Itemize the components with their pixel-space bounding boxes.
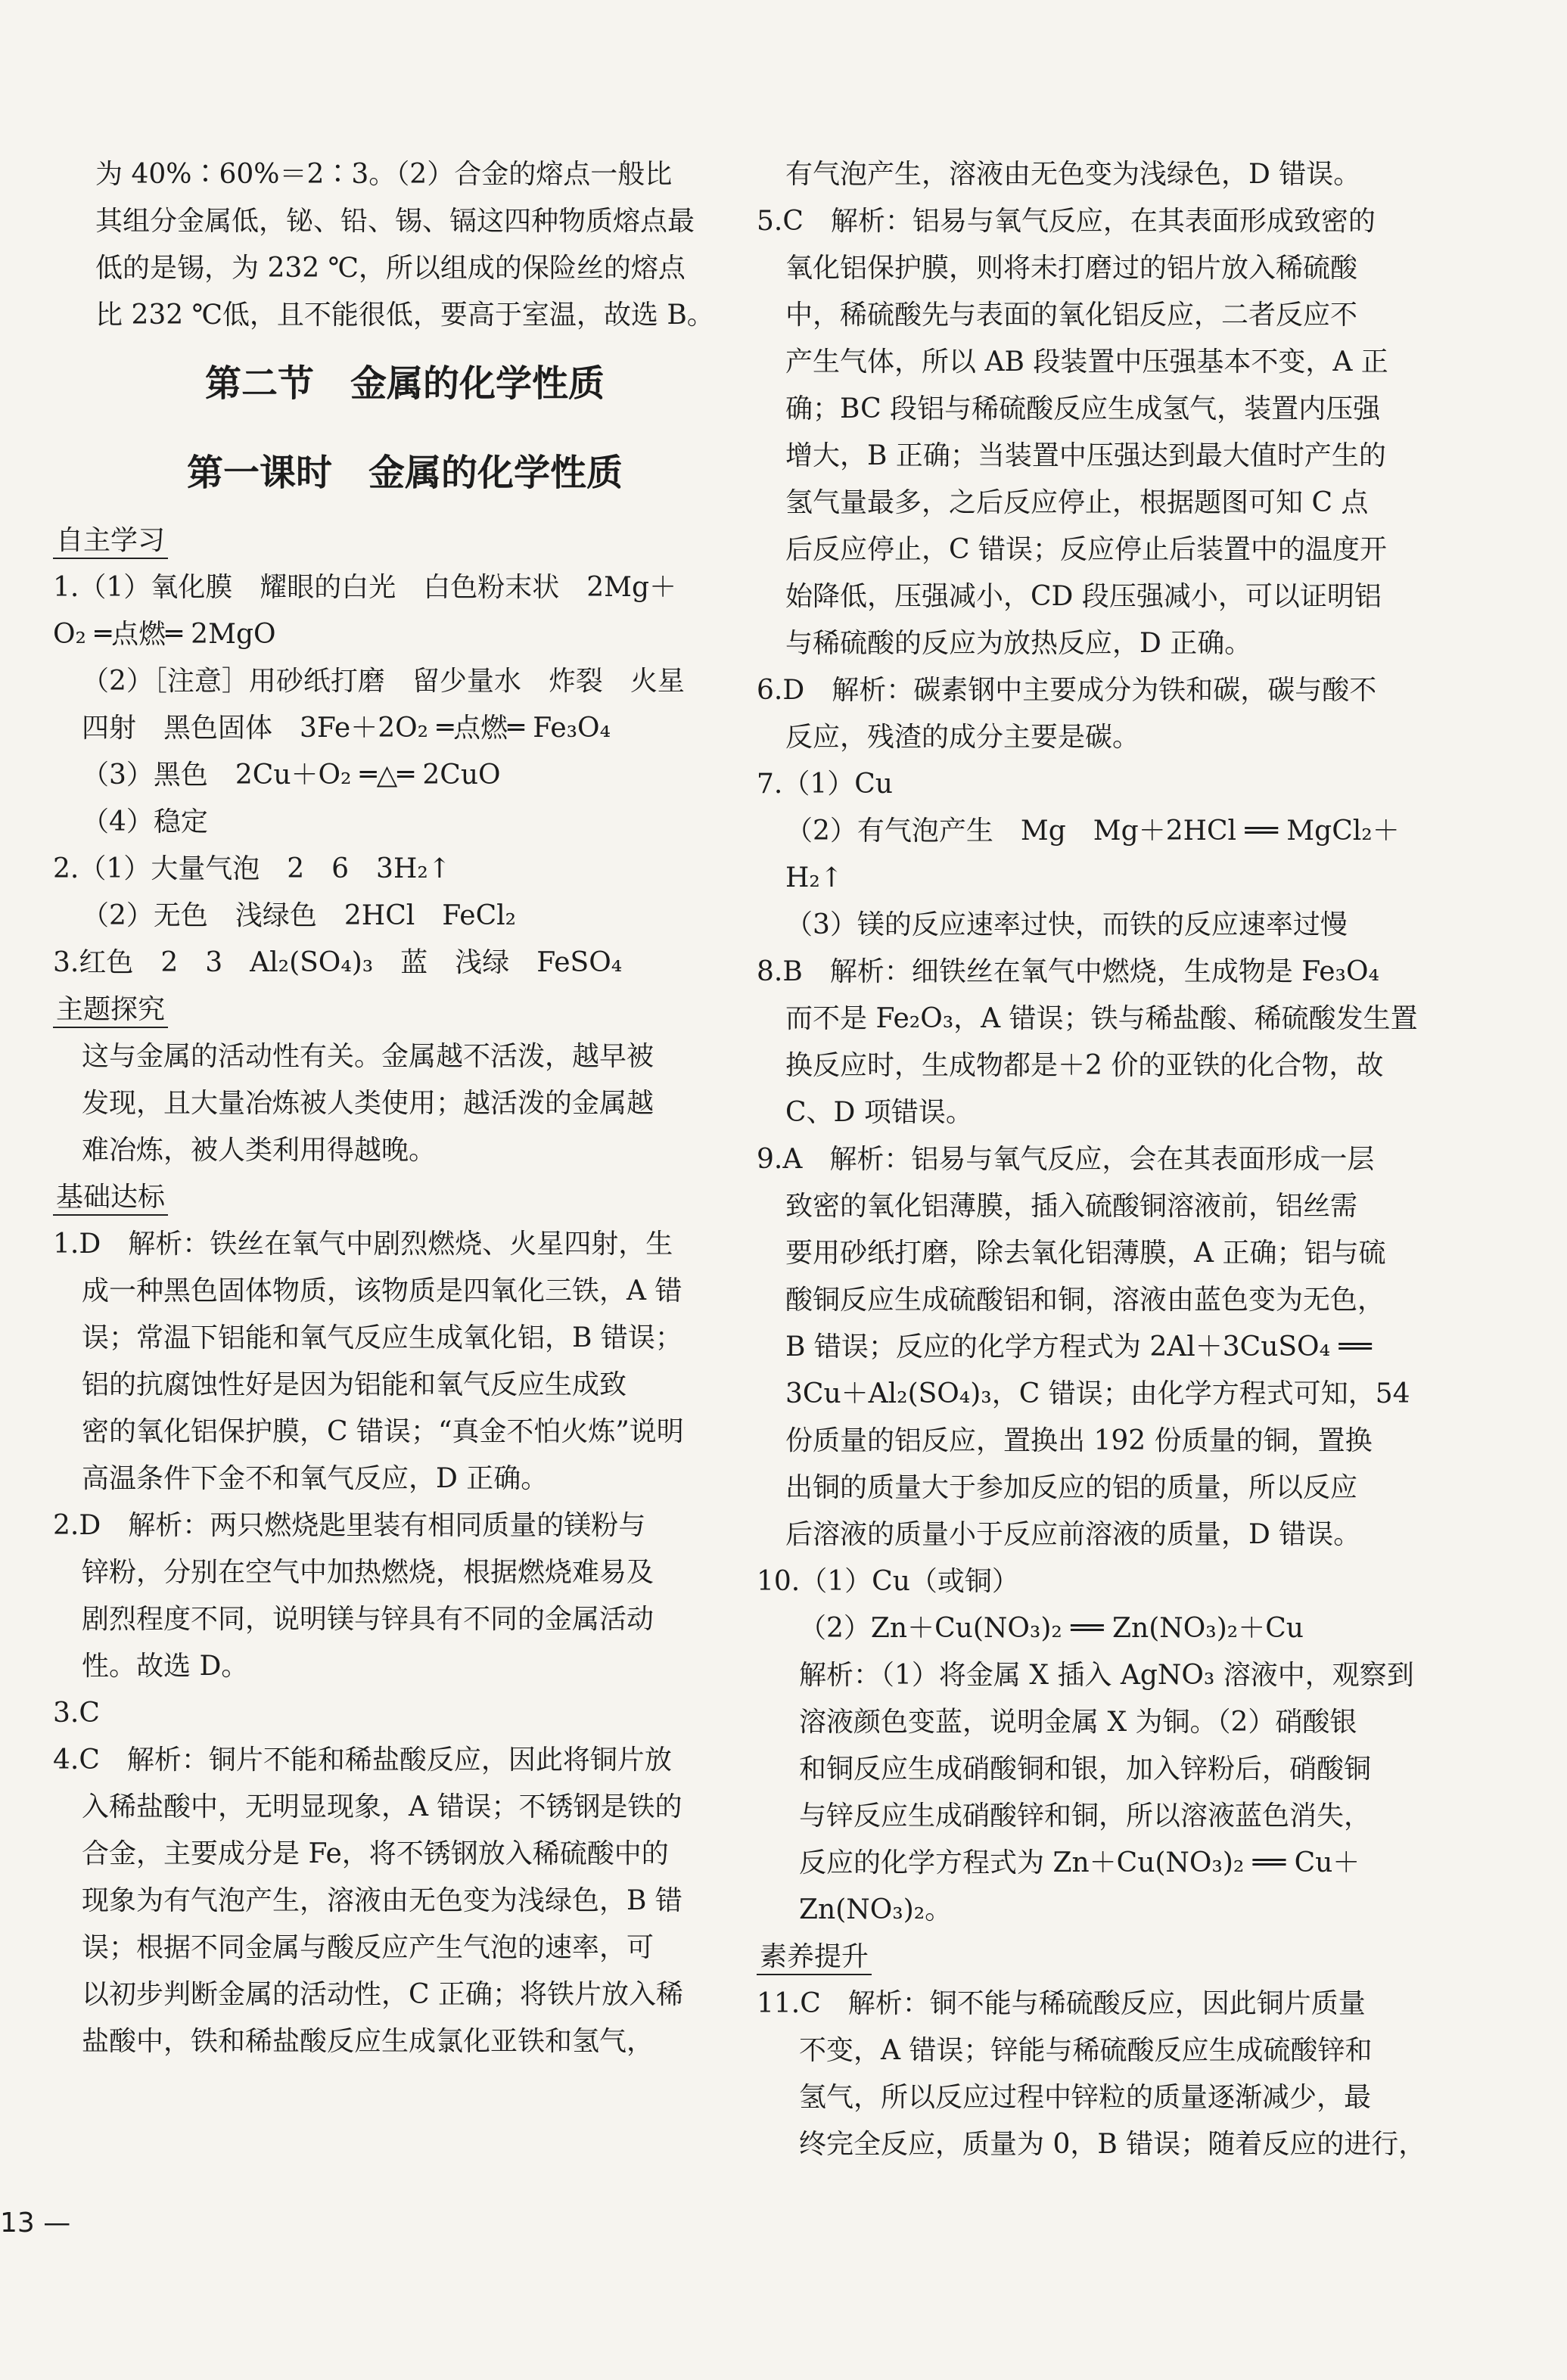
text-line: 比 232 ℃低，且不能很低，要高于室温，故选 B。 — [95, 300, 714, 331]
text-line: 要用砂纸打磨，除去氧化铝薄膜，A 正确；铝与硫 — [785, 1238, 1386, 1269]
text-line: 入稀盐酸中，无明显现象，A 错误；不锈钢是铁的 — [82, 1791, 682, 1822]
text-line: 11.C 解析：铜不能与稀硫酸反应，因此铜片质量 — [757, 1988, 1366, 2019]
text-line: 高温条件下金不和氧气反应，D 正确。 — [82, 1463, 549, 1494]
text-line: 与锌反应生成硝酸锌和铜，所以溶液蓝色消失， — [799, 1801, 1372, 1832]
text-line: 其组分金属低，铋、铅、锡、镉这四种物质熔点最 — [95, 206, 695, 237]
text-line: （2）有气泡产生 Mg Mg＋2HCl ══ MgCl₂＋ — [785, 816, 1400, 847]
text-line: 剧烈程度不同，说明镁与锌具有不同的金属活动 — [82, 1604, 654, 1635]
text-line: 溶液颜色变蓝，说明金属 X 为铜。（2）硝酸银 — [799, 1707, 1357, 1738]
text-line: 3.C — [53, 1698, 100, 1729]
text-line: 现象为有气泡产生，溶液由无色变为浅绿色，B 错 — [82, 1885, 682, 1916]
text-line: 解析：（1）将金属 X 插入 AgNO₃ 溶液中，观察到 — [799, 1660, 1414, 1691]
text-line: 反应，残渣的成分主要是碳。 — [785, 722, 1140, 753]
text-line: 6.D 解析：碳素钢中主要成分为铁和碳，碳与酸不 — [757, 675, 1377, 706]
text-line: 密的氧化铝保护膜，C 错误；“真金不怕火炼”说明 — [82, 1416, 684, 1447]
text-line: 中，稀硫酸先与表面的氧化铝反应，二者反应不 — [785, 300, 1358, 331]
text-line: 四射 黑色固体 3Fe＋2O₂ ═点燃═ Fe₃O₄ — [82, 713, 611, 744]
right-column — [757, 151, 1528, 2168]
text-line: 性。故选 D。 — [82, 1651, 249, 1682]
text-line: 为 40%∶60%＝2∶3。（2）合金的熔点一般比 — [95, 159, 673, 190]
text-line: 后溶液的质量小于反应前溶液的质量，D 错误。 — [785, 1519, 1361, 1550]
text-line: 增大，B 正确；当装置中压强达到最大值时产生的 — [785, 440, 1386, 471]
subsection-label — [757, 1934, 1528, 1981]
text-line: 难冶炼，被人类利用得越晚。 — [82, 1135, 437, 1166]
text-line: 误；常温下铝能和氧气反应生成氧化铝，B 错误； — [82, 1322, 682, 1353]
section-heading: 第一课时 金属的化学性质 — [186, 452, 623, 494]
text-line: 终完全反应，质量为 0，B 错误；随着反应的进行， — [799, 2129, 1426, 2160]
subsection-label-text: 素养提升 — [757, 1941, 872, 1975]
text-line: 10.（1）Cu（或铜） — [757, 1566, 1019, 1597]
text-line: 2.（1）大量气泡 2 6 3H₂↑ — [53, 853, 451, 884]
text-line: 3.红色 2 3 Al₂(SO₄)₃ 蓝 浅绿 FeSO₄ — [53, 947, 623, 978]
text-line: 与稀硫酸的反应为放热反应，D 正确。 — [785, 628, 1252, 659]
text-line: 出铜的质量大于参加反应的铝的质量，所以反应 — [785, 1472, 1358, 1503]
subsection-label — [53, 986, 757, 1033]
text-line: 反应的化学方程式为 Zn＋Cu(NO₃)₂ ══ Cu＋ — [799, 1847, 1360, 1878]
section-heading: 第二节 金属的化学性质 — [204, 362, 605, 405]
page-number: 13 — — [0, 2208, 71, 2239]
text-line: 铝的抗腐蚀性好是因为铝能和氧气反应生成致 — [82, 1369, 627, 1400]
text-line: 确；BC 段铝与稀硫酸反应生成氢气，装置内压强 — [785, 393, 1381, 424]
text-line: （4）稳定 — [82, 806, 208, 837]
text-line: 合金，主要成分是 Fe，将不锈钢放入稀硫酸中的 — [82, 1838, 669, 1869]
text-line: 换反应时，生成物都是＋2 价的亚铁的化合物，故 — [785, 1050, 1384, 1081]
text-line: 5.C 解析：铝易与氧气反应，在其表面形成致密的 — [757, 206, 1376, 237]
text-line: 氢气量最多，之后反应停止，根据题图可知 C 点 — [785, 487, 1369, 518]
text-line: 以初步判断金属的活动性，C 正确；将铁片放入稀 — [82, 1979, 683, 2010]
text-line: （3）黑色 2Cu＋O₂ ═△═ 2CuO — [82, 760, 501, 791]
text-line: 不变，A 错误；锌能与稀硫酸反应生成硫酸锌和 — [799, 2035, 1373, 2066]
text-line: 8.B 解析：细铁丝在氧气中燃烧，生成物是 Fe₃O₄ — [757, 956, 1379, 987]
subsection-label — [53, 517, 757, 564]
text-line: 发现，且大量冶炼被人类使用；越活泼的金属越 — [82, 1088, 654, 1119]
text-line: 低的是锡，为 232 ℃，所以组成的保险丝的熔点 — [95, 253, 686, 284]
subsection-label-text: 基础达标 — [53, 1182, 168, 1216]
text-line: 这与金属的活动性有关。金属越不活泼，越早被 — [82, 1041, 654, 1072]
text-line: （2）Zn＋Cu(NO₃)₂ ══ Zn(NO₃)₂＋Cu — [799, 1613, 1304, 1644]
text-line: Zn(NO₃)₂。 — [799, 1894, 953, 1925]
text-line: B 错误；反应的化学方程式为 2Al＋3CuSO₄ ══ — [785, 1331, 1372, 1362]
text-line: 后反应停止，C 错误；反应停止后装置中的温度开 — [785, 534, 1387, 565]
text-line: （3）镁的反应速率过快，而铁的反应速率过慢 — [785, 909, 1348, 940]
text-line: 2.D 解析：两只燃烧匙里装有相同质量的镁粉与 — [53, 1510, 646, 1541]
text-line: C、D 项错误。 — [785, 1097, 973, 1128]
text-line: （2）无色 浅绿色 2HCl FeCl₂ — [82, 900, 517, 931]
text-line: 4.C 解析：铜片不能和稀盐酸反应，因此将铜片放 — [53, 1745, 672, 1776]
text-line: 酸铜反应生成硫酸铝和铜，溶液由蓝色变为无色， — [785, 1285, 1385, 1316]
text-line: 和铜反应生成硝酸铜和银，加入锌粉后，硝酸铜 — [799, 1754, 1372, 1785]
text-line: 始降低，压强减小，CD 段压强减小，可以证明铝 — [785, 581, 1382, 612]
text-line: 而不是 Fe₂O₃，A 错误；铁与稀盐酸、稀硫酸发生置 — [785, 1003, 1418, 1034]
text-line: 氧化铝保护膜，则将未打磨过的铝片放入稀硫酸 — [785, 253, 1358, 284]
subsection-label-text: 自主学习 — [53, 525, 168, 559]
text-line: H₂↑ — [785, 862, 843, 893]
text-line: 氢气，所以反应过程中锌粒的质量逐渐减少，最 — [799, 2082, 1372, 2113]
text-line: 3Cu＋Al₂(SO₄)₃，C 错误；由化学方程式可知，54 — [785, 1378, 1410, 1409]
text-line: 产生气体，所以 AB 段装置中压强基本不变，A 正 — [785, 346, 1388, 378]
text-line: 盐酸中，铁和稀盐酸反应生成氯化亚铁和氢气， — [82, 2026, 654, 2057]
text-line: 1.D 解析：铁丝在氧气中剧烈燃烧、火星四射，生 — [53, 1229, 673, 1260]
text-line: 份质量的铝反应，置换出 192 份质量的铜，置换 — [785, 1425, 1373, 1456]
left-column — [53, 151, 757, 2065]
text-line: （2）［注意］用砂纸打磨 留少量水 炸裂 火星 — [82, 666, 685, 697]
subsection-label — [53, 1174, 757, 1221]
text-line: 7.（1）Cu — [757, 769, 893, 800]
text-line: 成一种黑色固体物质，该物质是四氧化三铁，A 错 — [82, 1275, 682, 1307]
subsection-label-text: 主题探究 — [53, 994, 168, 1028]
text-line: 1.（1）氧化膜 耀眼的白光 白色粉末状 2Mg＋ — [53, 572, 677, 603]
text-line: 有气泡产生，溶液由无色变为浅绿色，D 错误。 — [785, 159, 1361, 190]
text-line: 锌粉，分别在空气中加热燃烧，根据燃烧难易及 — [82, 1557, 654, 1588]
text-line: 误；根据不同金属与酸反应产生气泡的速率，可 — [82, 1932, 654, 1963]
text-line: 9.A 解析：铝易与氧气反应，会在其表面形成一层 — [757, 1144, 1375, 1175]
text-line: 致密的氧化铝薄膜，插入硫酸铜溶液前，铝丝需 — [785, 1191, 1358, 1222]
text-line: O₂ ═点燃═ 2MgO — [53, 619, 276, 650]
